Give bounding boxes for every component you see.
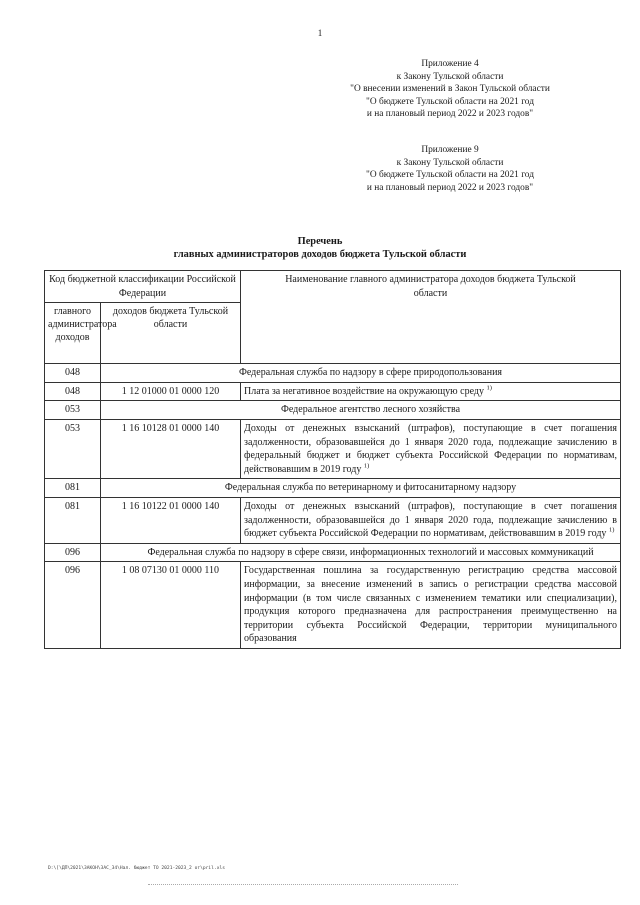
- income-name: Государственная пошлина за государственную регистрацию средства массовой информации, за внесение изменений в запись о регистрации средства массовой информации (в том числе связанных с изменением тематики или специализации), продукция которого предназначена для распространения преимущественно на территории субъекта Российской Федерации, территории муниципального образования: [244, 565, 617, 645]
- table-row: [45, 497, 621, 543]
- appendix-4-line: Приложение 4: [421, 59, 479, 69]
- table-header-row: [45, 271, 621, 303]
- table-row: [45, 479, 621, 498]
- appendix-4-line: "О внесении изменений в Закон Тульской области: [350, 84, 550, 95]
- income-code-cell: 1 16 10128 01 0000 140: [101, 419, 241, 478]
- administrator-name-cell: [101, 543, 621, 562]
- appendix-9-line: "О бюджете Тульской области на 2021 год: [366, 170, 534, 181]
- title-line-2: главных администраторов доходов бюджета Тульской области: [173, 249, 467, 260]
- table-row: [45, 382, 621, 401]
- footnote-marker: 1): [363, 462, 370, 470]
- income-code-cell: 1 16 10122 01 0000 140: [101, 497, 241, 543]
- income-name-cell: [241, 562, 621, 649]
- administrator-name: Федеральная служба по надзору в сфере природопользования: [238, 367, 503, 379]
- income-name: Доходы от денежных взысканий (штрафов), поступающие в счет погашения задолженности, образовавшейся до 1 января 2020 года, подлежащие зачислению в бюджет субъекта Российской Федерации по нормативам, действовавшим в 2019 году: [244, 500, 617, 540]
- appendix-4-line: к Закону Тульской области: [396, 71, 504, 82]
- header-name: Наименование главного администратора доходов бюджета Тульской области: [241, 271, 621, 364]
- table-row: [45, 543, 621, 562]
- appendix-4-line: и на плановый период 2022 и 2023 годов": [366, 109, 534, 120]
- admin-code-cell: 096: [45, 543, 101, 562]
- header-income: доходов бюджета Тульской области: [101, 303, 241, 364]
- admin-code-cell: 096: [45, 562, 101, 649]
- administrator-name-cell: [101, 401, 621, 420]
- document-title: [0, 235, 640, 261]
- administrator-name: Федеральная служба по ветеринарному и фитосанитарному надзору: [224, 482, 517, 494]
- income-code-cell: 1 12 01000 01 0000 120: [101, 382, 241, 401]
- admin-code-cell: 081: [45, 497, 101, 543]
- appendix-9-line: и на плановый период 2022 и 2023 годов": [366, 182, 534, 193]
- admin-code-cell: 081: [45, 479, 101, 498]
- admin-code-cell: 053: [45, 401, 101, 420]
- table-body: [45, 364, 621, 649]
- table-row: [45, 419, 621, 478]
- appendix-9-line: к Закону Тульской области: [396, 157, 504, 168]
- table-row: [45, 401, 621, 420]
- administrator-name: Федеральное агентство лесного хозяйства: [280, 404, 461, 416]
- income-name-cell: [241, 497, 621, 543]
- administrator-name: Федеральная служба по надзору в сфере связи, информационных технологий и массовых коммуникаций: [147, 546, 594, 558]
- income-name: Доходы от денежных взысканий (штрафов), поступающие в счет погашения задолженности, образовавшейся до 1 января 2020 года, подлежащие зачислению в федеральный бюджет и бюджет субъекта Российской Федерации по нормативам, действовавшим в 2019 году: [244, 422, 617, 475]
- admin-code-cell: 053: [45, 419, 101, 478]
- header-code: Код бюджетной классификации Российской Федерации: [45, 271, 241, 303]
- appendix-4-line: "О бюджете Тульской области на 2021 год: [366, 96, 534, 107]
- title-line-1: Перечень: [297, 236, 343, 247]
- administrator-name-cell: [101, 364, 621, 383]
- table-row: [45, 562, 621, 649]
- administrators-table: [44, 270, 621, 649]
- income-code-cell: 1 08 07130 01 0000 110: [101, 562, 241, 649]
- admin-code-cell: 048: [45, 382, 101, 401]
- income-name-cell: [241, 382, 621, 401]
- table-row: [45, 364, 621, 383]
- appendix-9-header: [330, 144, 570, 194]
- footnote-marker: 1): [608, 526, 615, 534]
- income-name-cell: [241, 419, 621, 478]
- administrator-name-cell: [101, 479, 621, 498]
- header-admin: главного администратора доходов: [45, 303, 101, 364]
- income-name: Плата за негативное воздействие на окружающую среду: [244, 385, 484, 397]
- footer-file-path: D:\[\ДП\2021\ЗАКОН\ЗАС_34\Нал. бюджет ТО 2021-2023_2 от\рril.xls: [48, 866, 226, 871]
- appendix-4-header: [330, 58, 570, 121]
- page-number: 1: [317, 28, 323, 38]
- footnote-marker: 1): [486, 384, 492, 392]
- scan-artifact-line: [148, 884, 458, 885]
- admin-code-cell: 048: [45, 364, 101, 383]
- appendix-9-line: Приложение 9: [421, 145, 479, 155]
